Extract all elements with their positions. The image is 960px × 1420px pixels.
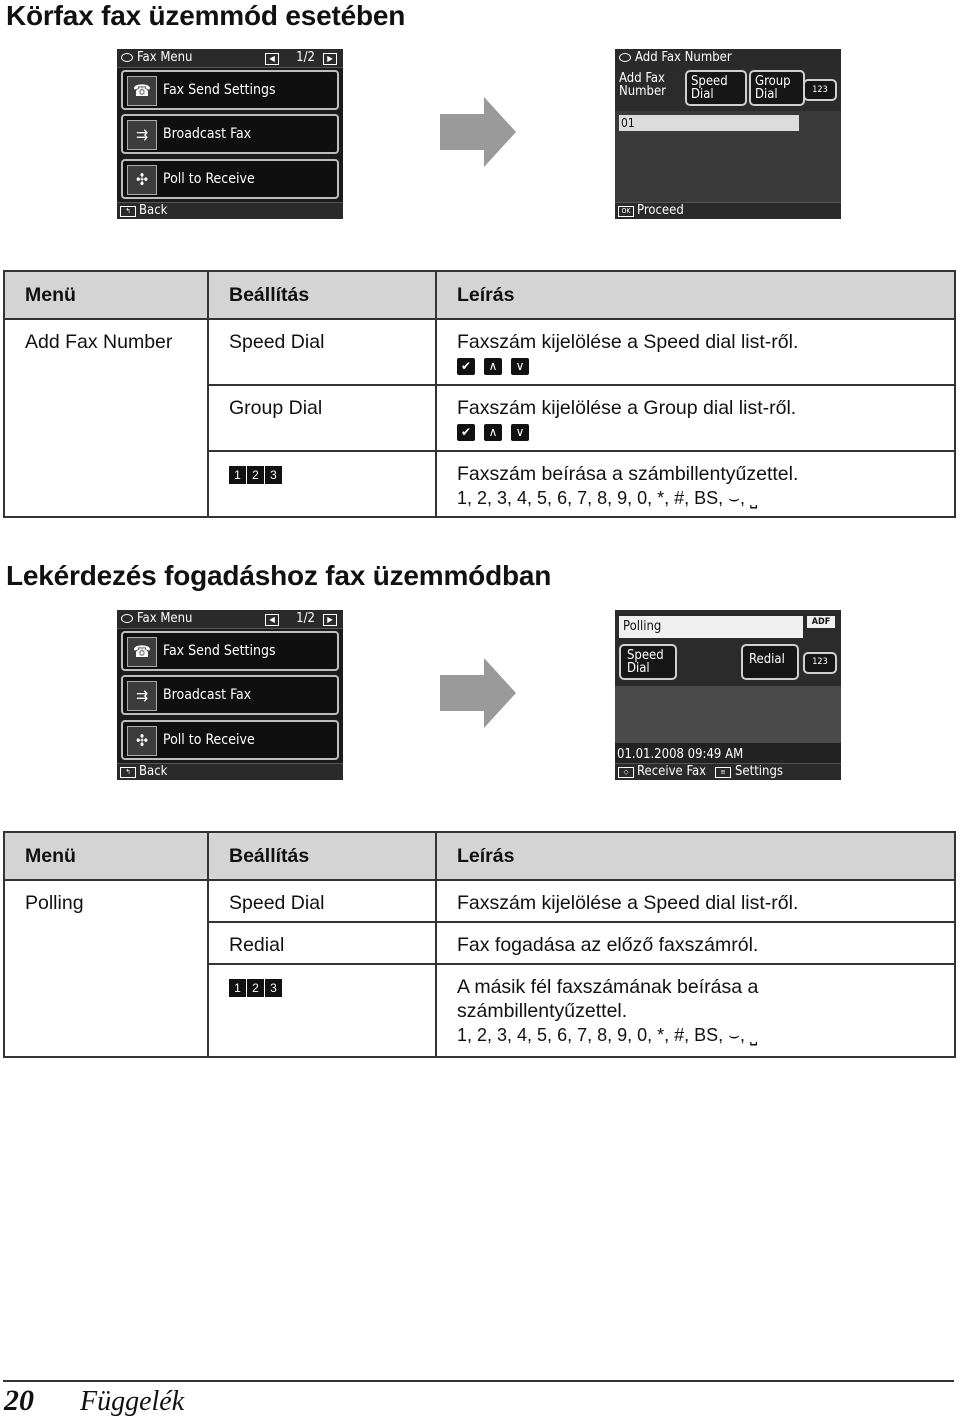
nav-keys: [457, 354, 934, 378]
down-key-icon: ∨: [511, 424, 529, 441]
description-cell: Faxszám beírása a számbillentyűzettel. 1, 2, 3, 4, 5, 6, 7, 8, 9, 0, *, #, BS, ⌣, ⎵: [436, 451, 955, 517]
setting-cell: Redial: [208, 922, 436, 964]
table-row: [4, 451, 955, 517]
lcd-fax-menu: [117, 610, 343, 780]
add-fax-number-label: Add Fax Number: [619, 71, 666, 99]
menu-key-icon: ≡: [715, 767, 731, 778]
menu-item-fax-send-settings[interactable]: ☎ Fax Send Settings: [121, 631, 339, 671]
settings-table-broadcast: [3, 270, 956, 518]
key-list: 1, 2, 3, 4, 5, 6, 7, 8, 9, 0, *, #, BS, ⌣, ⎵: [457, 1025, 758, 1045]
menu-item-fax-send-settings[interactable]: ☎ Fax Send Settings: [121, 70, 339, 110]
fax-icon: [121, 53, 133, 62]
lcd-footer: ↰ Back: [117, 202, 343, 219]
table-row: [4, 385, 955, 451]
section-heading-polling: Lekérdezés fogadáshoz fax üzemmódban: [6, 560, 552, 591]
adf-badge: ADF: [807, 616, 835, 628]
lcd-footer: ↰ Back: [117, 763, 343, 780]
page-left-icon[interactable]: ◀: [265, 53, 279, 65]
lcd-titlebar: [117, 49, 343, 68]
fax-icon: [619, 53, 631, 62]
column-header-setting: Beállítás: [208, 271, 436, 319]
setting-cell: Speed Dial: [208, 880, 436, 922]
lcd-polling: [615, 610, 841, 780]
page-right-icon[interactable]: ▶: [323, 53, 337, 65]
lcd-title: Fax Menu: [137, 50, 193, 65]
lcd-button-row: [615, 67, 841, 111]
back-icon: ↰: [120, 767, 136, 778]
numpad-icon: 1 2 3: [229, 976, 283, 998]
nav-keys: [457, 420, 934, 444]
fax-settings-icon: ☎: [127, 76, 157, 106]
polling-field: Polling: [619, 616, 803, 638]
description-cell: A másik fél faxszámának beírása a számbillentyűzettel. 1, 2, 3, 4, 5, 6, 7, 8, 9, 0, *, #, BS, ⌣, ⎵: [436, 964, 955, 1057]
lcd-footer: OK Proceed: [615, 202, 841, 219]
settings-table-polling: [3, 831, 956, 1058]
broadcast-icon: ⇉: [127, 681, 157, 711]
checkbox-key-icon: ✔: [457, 358, 475, 375]
speed-dial-button[interactable]: Speed Dial: [619, 644, 677, 680]
start-key-icon: ◇: [618, 767, 634, 778]
setting-cell: Group Dial: [208, 385, 436, 451]
lcd-page: 1/2: [296, 50, 315, 65]
column-header-description: Leírás: [436, 271, 955, 319]
back-icon: ↰: [120, 206, 136, 217]
key-list: 1, 2, 3, 4, 5, 6, 7, 8, 9, 0, *, #, BS, ⌣, ⎵: [457, 488, 758, 508]
fax-settings-icon: ☎: [127, 637, 157, 667]
setting-cell: [208, 451, 436, 517]
column-header-menu: Menü: [4, 271, 208, 319]
lcd-page: 1/2: [296, 611, 315, 626]
column-header-menu: Menü: [4, 832, 208, 880]
table-row: [4, 319, 955, 385]
fax-number-input[interactable]: 01: [619, 115, 799, 131]
description-cell: Faxszám kijelölése a Speed dial list-ről.: [436, 880, 955, 922]
speed-dial-button[interactable]: Speed Dial: [685, 70, 747, 106]
numpad-button[interactable]: 123: [803, 652, 837, 674]
menu-item-broadcast-fax[interactable]: ⇉ Broadcast Fax: [121, 675, 339, 715]
group-dial-button[interactable]: Group Dial: [749, 70, 805, 106]
description-cell: Faxszám kijelölése a Group dial list-ről. ✔ ∧ ∨: [436, 385, 955, 451]
redial-button[interactable]: Redial: [741, 644, 799, 680]
lcd-titlebar: [117, 610, 343, 629]
lcd-fax-menu: [117, 49, 343, 219]
up-key-icon: ∧: [484, 358, 502, 375]
down-key-icon: ∨: [511, 358, 529, 375]
section-heading-broadcast: Körfax fax üzemmód esetében: [6, 0, 406, 31]
numpad-button[interactable]: 123: [803, 79, 837, 101]
poll-icon: ✣: [127, 165, 157, 195]
lcd-footer: ◇ Receive Fax ≡ Settings: [615, 763, 841, 780]
datetime: 01.01.2008 09:49 AM: [617, 747, 744, 762]
page-number: 20: [4, 1384, 34, 1417]
menu-item-poll-to-receive[interactable]: ✣ Poll to Receive: [121, 159, 339, 199]
page-left-icon[interactable]: ◀: [265, 614, 279, 626]
page-right-icon[interactable]: ▶: [323, 614, 337, 626]
description-cell: Faxszám kijelölése a Speed dial list-ről. ✔ ∧ ∨: [436, 319, 955, 385]
setting-cell: Speed Dial: [208, 319, 436, 385]
menu-item-broadcast-fax[interactable]: ⇉ Broadcast Fax: [121, 114, 339, 154]
section-name: Függelék: [80, 1386, 185, 1417]
checkbox-key-icon: ✔: [457, 424, 475, 441]
lcd-titlebar: [615, 49, 841, 68]
lcd-title: Add Fax Number: [635, 50, 732, 65]
lcd-add-fax-number: [615, 49, 841, 219]
menu-item-poll-to-receive[interactable]: ✣ Poll to Receive: [121, 720, 339, 760]
ok-key-icon: OK: [618, 206, 634, 217]
lcd-title: Fax Menu: [137, 611, 193, 626]
next-arrow-icon: [440, 97, 520, 167]
table-row: [4, 922, 955, 964]
up-key-icon: ∧: [484, 424, 502, 441]
footer-rule: [3, 1380, 954, 1382]
column-header-setting: Beállítás: [208, 832, 436, 880]
description-cell: Fax fogadása az előző faxszámról.: [436, 922, 955, 964]
table-row: [4, 880, 955, 922]
poll-icon: ✣: [127, 726, 157, 756]
menu-cell: Add Fax Number: [4, 319, 208, 385]
table-row: [4, 964, 955, 1057]
broadcast-icon: ⇉: [127, 120, 157, 150]
numpad-icon: 1 2 3: [229, 463, 283, 485]
menu-cell: Polling: [4, 880, 208, 922]
column-header-description: Leírás: [436, 832, 955, 880]
setting-cell: [208, 964, 436, 1057]
fax-icon: [121, 614, 133, 623]
next-arrow-icon: [440, 658, 520, 728]
